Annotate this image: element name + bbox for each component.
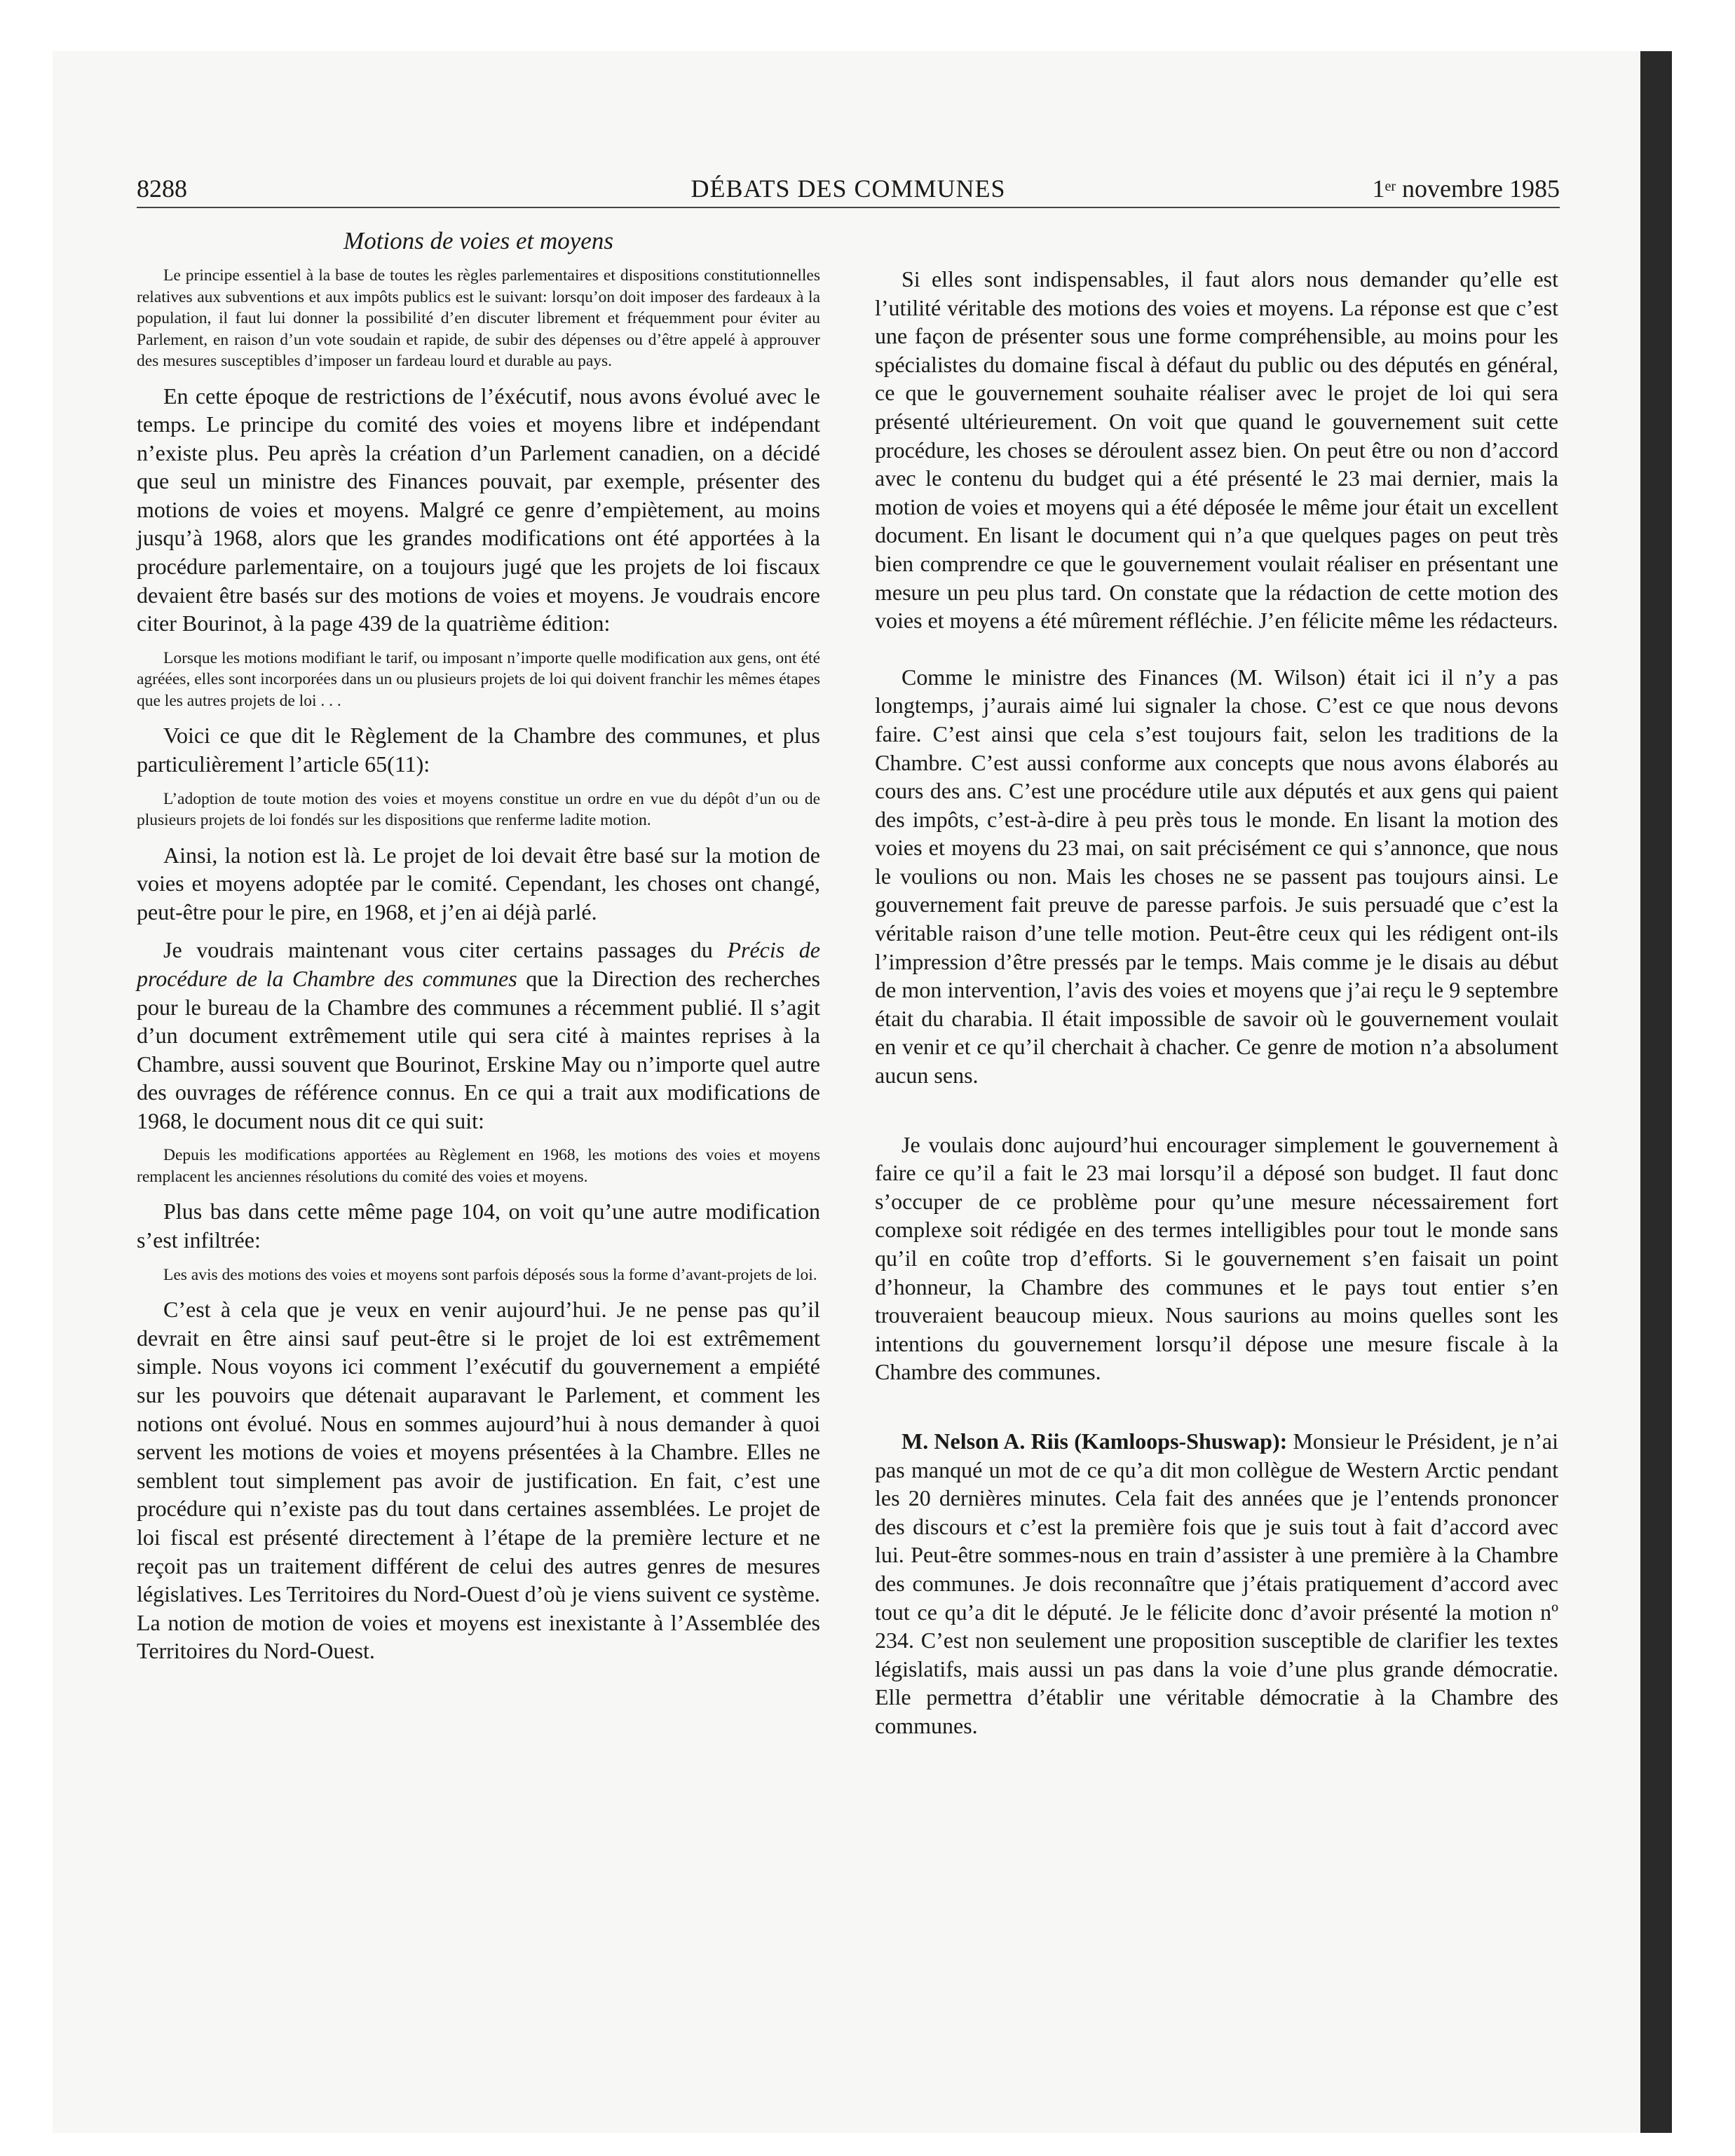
paragraph: Voici ce que dit le Règlement de la Chambre des communes, et plus particulièrement l’article 65(11):	[137, 723, 820, 777]
cited-title: Précis de procédure de la Chambre des communes	[137, 937, 821, 991]
block-quote: Les avis des motions des voies et moyens sont parfois déposés sous la forme d’avant-projets de loi.	[163, 1265, 817, 1284]
paragraph: Je voudrais maintenant vous citer certains passages du Précis de procédure de la Chambre des communes que la Direction des recherches pour le bureau de la Chambre des communes a récemment publié. Il s’agit d’un document extrêmement utile qui sera cité à maintes reprises à la Chambre, aussi souvent que Bourinot, Erskine May ou n’importe quel autre des ouvrages de référence connus. En ce qui a trait aux modifications de 1968, le document nous dit ce qui suit:	[137, 937, 821, 1133]
block-quote: Depuis les modifications apportées au Règlement en 1968, les motions des voies et moyens remplacent les anciennes résolutions du comité des voies et moyens.	[137, 1146, 820, 1186]
page-number: 8288	[137, 175, 187, 203]
paragraph-gap	[875, 1090, 1558, 1131]
paragraph: Je voulais donc aujourd’hui encourager simplement le gouvernement à faire ce qu’il a fait le 23 mai lorsqu’il a déposé son budget. Il faut donc s’occuper de ce problème pour qu’une mesure nécessairement fort complexe soit rédigée en des termes intelligibles pour tout le monde sans qu’il en coûte trop d’efforts. Si le gouvernement s’en faisait un point d’honneur, la Chambre des communes et le pays tout entier s’en trouveraient beaucoup mieux. Nous saurions au moins quelles sont les intentions du gouvernement lorsqu’il dépose une mesure fiscale à la Chambre des communes.	[875, 1131, 1558, 1385]
paragraph-gap	[875, 1386, 1558, 1427]
block-quote: L’adoption de toute motion des voies et moyens constitue un ordre en vue du dépôt d’un ou de plusieurs projets de loi fondés sur les dispositions que renferme ladite motion.	[137, 789, 820, 830]
paragraph: Si elles sont indispensables, il faut alors nous demander qu’elle est l’utilité véritable des motions des voies et moyens. La réponse est que c’est une façon de présenter sous une forme compréhensible, au moins pour les spécialistes du domaine fiscal à défaut du public ou des députés en général, ce que le gouvernement souhaite réaliser avec le projet de loi qui sera présenté ultérieurement. On voit que quand le gouvernement suit cette procédure, les choses se déroulent assez bien. On peut être ou non d’accord avec le contenu du budget qui a été présenté le 23 mai dernier, mais la motion de voies et moyens qui a été déposée le même jour était un excellent document. En lisant le document qui n’a que quelques pages on peut très bien comprendre ce que le gouvernement voulait réaliser en présentant une mesure un peu plus tard. On constate que la rédaction de cette motion des voies et moyens a été mûrement réfléchie. J’en félicite même les rédacteurs.	[875, 266, 1558, 634]
right-column	[875, 265, 1558, 1740]
journal-title: DÉBATS DES COMMUNES	[690, 175, 1006, 203]
block-quote: Lorsque les motions modifiant le tarif, ou imposant n’importe quelle modification aux gens, ont été agréées, elles sont incorporées dans un ou plusieurs projets de loi qui doivent franchir les mêmes étapes que les autres projets de loi . . .	[137, 648, 820, 710]
paragraph-gap	[875, 635, 1558, 663]
paragraph: Comme le ministre des Finances (M. Wilson) était ici il n’y a pas longtemps, j’aurais aimé lui signaler la chose. C’est ce que nous devons faire. C’est ainsi que cela s’est toujours fait, selon les traditions de la Chambre. C’est aussi conforme aux concepts que nous avons élaborés au cours des ans. C’est une procédure utile aux députés et aux gens qui paient des impôts, c’est-à-dire à peu près tous le monde. En lisant la motion des voies et moyens du 23 mai, on sait précisément ce qui s’annonce, que nous le voulions ou non. Mais les choses ne se passent pas toujours ainsi. Le gouvernement fait preuve de paresse parfois. Je suis persuadé que c’est la véritable raison d’une telle motion. Peut-être ceux qui les rédigent ont-ils l’impression d’être pressés par le temps. Mais comme je le disais au début de mon intervention, l’avis des voies et moyens que j’ai reçu le 9 septembre était du charabia. Il était impossible de savoir où le gouvernement voulait en venir et ce qu’il cherchait à chacher. Ce genre de motion n’a absolument aucun sens.	[875, 664, 1558, 1089]
paragraph: Plus bas dans cette même page 104, on voit qu’une autre modification s’est infiltrée:	[137, 1199, 820, 1253]
block-quote: Le principe essentiel à la base de toutes les règles parlementaires et dispositions constitutionnelles relatives aux subventions et aux impôts publics est le suivant: lorsqu’on doit imposer des fardeaux à la population, il faut lui donner la possibilité d’en discuter librement et fréquemment pour éviter au Parlement, en raison d’un vote soudain et rapide, de subir des dépenses ou d’être appelé à approuver des mesures susceptibles d’imposer un fardeau lourd et durable au pays.	[137, 266, 820, 370]
speaker-paragraph: M. Nelson A. Riis (Kamloops-Shuswap): Monsieur le Président, je n’ai pas manqué un mot de ce qu’a dit mon collègue de Western Arctic pendant les 20 dernières minutes. Cela fait des années que je l’entends prononcer des discours et c’est la première fois que je suis tout à fait d’accord avec lui. Peut-être sommes-nous en train d’assister à une première à la Chambre des communes. Je dois reconnaître que j’étais pratiquement d’accord avec tout ce qu’a dit le député. Je le félicite donc d’avoir présenté la motion nº 234. C’est non seulement une proposition susceptible de clarifier les textes législatifs, mais aussi un pas dans la voie d’une plus grande démocratie. Elle permettra d’établir une véritable démocratie à la Chambre des communes.	[875, 1428, 1559, 1738]
speaker-name: M. Nelson A. Riis (Kamloops-Shuswap):	[901, 1428, 1288, 1454]
left-column	[137, 226, 820, 1665]
section-title: Motions de voies et moyens	[343, 227, 613, 254]
issue-date: 1er novembre 1985	[1372, 175, 1560, 203]
paragraph: C’est à cela que je veux en venir aujourd’hui. Je ne pense pas qu’il devrait en être ainsi sauf peut-être si le projet de loi est extrêmement simple. Nous voyons ici comment l’exécutif du gouvernement a empiété sur les pouvoirs que détenait auparavant le Parlement, et comment les notions ont évolué. Nous en sommes aujourd’hui à nous demander à quoi servent les motions de voies et moyens présentées à la Chambre. Elles ne semblent tout simplement pas avoir de justification. En fait, c’est une procédure qui n’existe pas du tout dans certaines assemblées. Le projet de loi fiscal est présenté directement à l’étape de la première lecture et ne reçoit pas un traitement différent de celui des autres genres de mesures législatives. Les Territoires du Nord-Ouest d’où je viens suivent ce système. La notion de motion de voies et moyens est inexistante à l’Assemblée des Territoires du Nord-Ouest.	[137, 1297, 820, 1664]
page-header	[137, 173, 1560, 208]
paragraph: Ainsi, la notion est là. Le projet de loi devait être basé sur la motion de voies et moyens adoptée par le comité. Cependant, les choses ont changé, peut-être pour le pire, en 1968, et j’en ai déjà parlé.	[137, 842, 820, 925]
paragraph: En cette époque de restrictions de l’éxécutif, nous avons évolué avec le temps. Le principe du comité des voies et moyens libre et indépendant n’existe plus. Peu après la création d’un Parlement canadien, on a décidé que seul un ministre des Finances pouvait, par exemple, présenter des motions de voies et moyens. Malgré ce genre d’empiètement, au moins jusqu’à 1968, alors que les grandes modifications ont été apportées à la procédure parlementaire, on a toujours jugé que les projets de loi fiscaux devaient être basés sur des motions de voies et moyens. Je voudrais encore citer Bourinot, à la page 439 de la quatrième édition:	[137, 383, 820, 636]
binding-edge	[1640, 51, 1672, 2133]
